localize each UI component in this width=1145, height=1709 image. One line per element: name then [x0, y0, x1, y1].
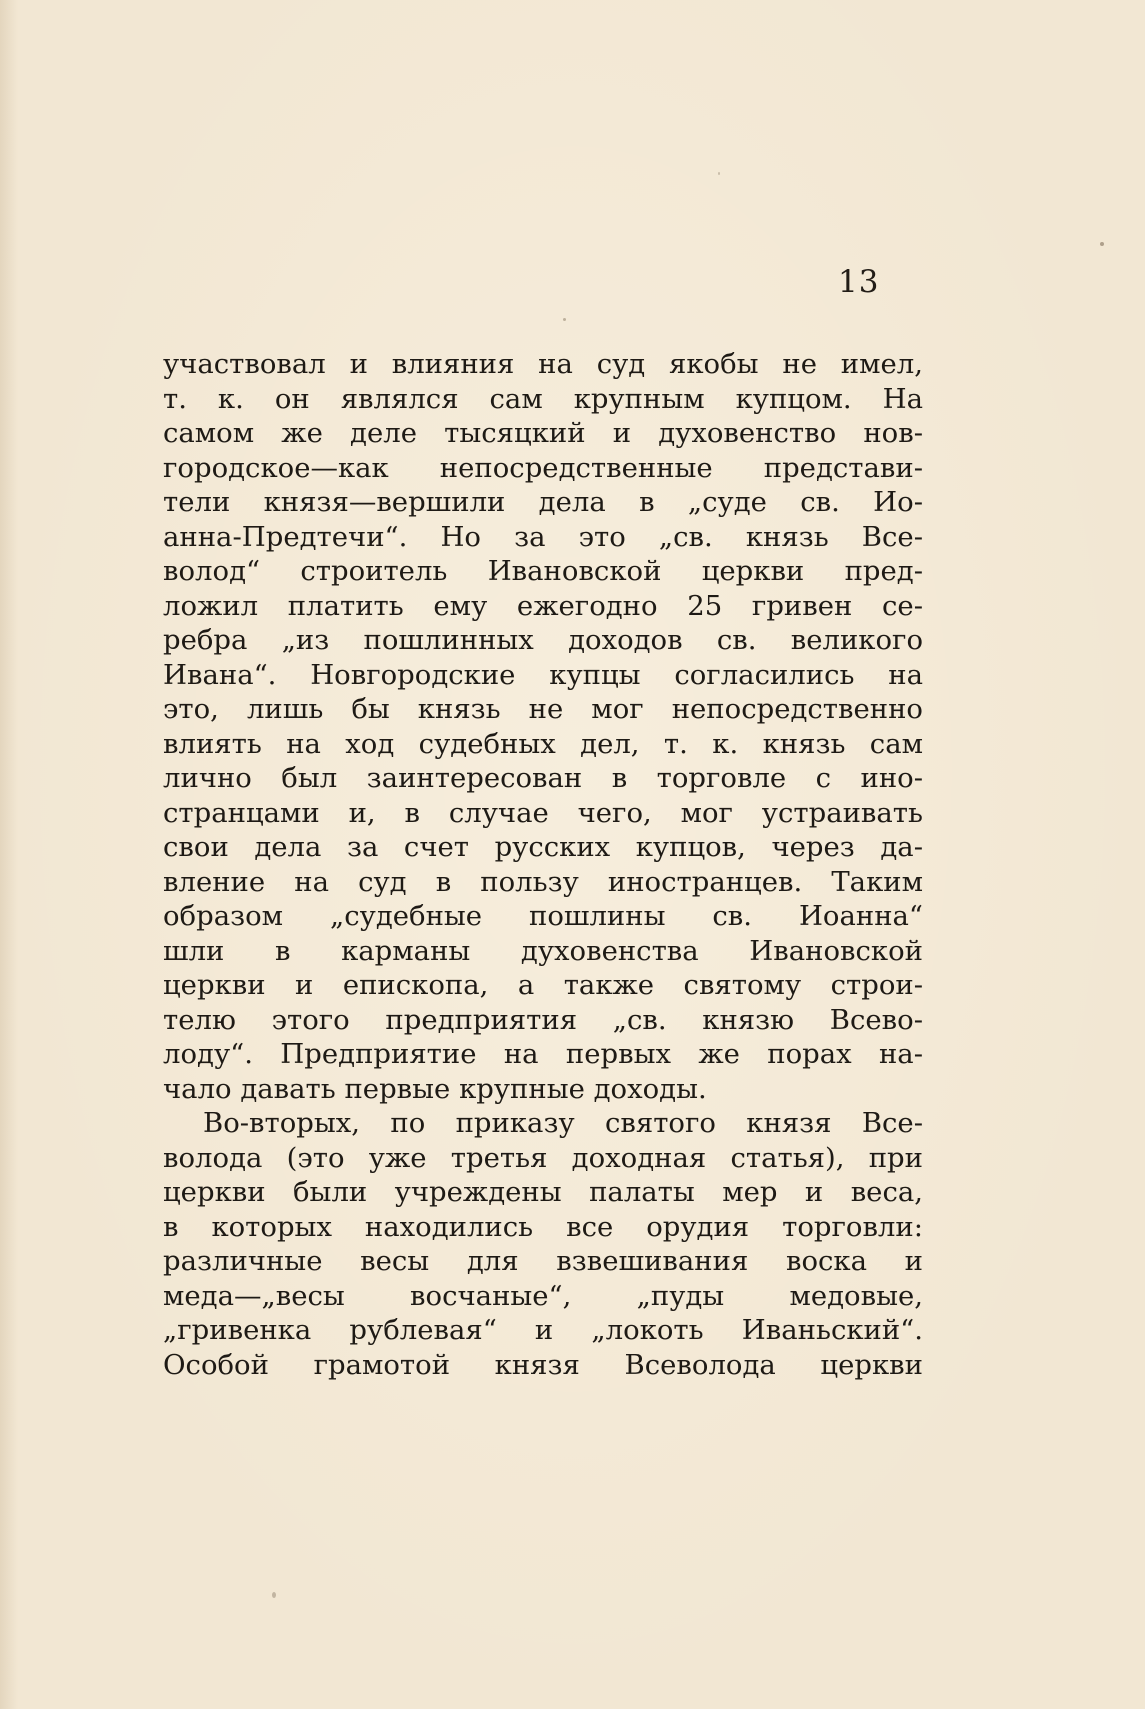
text-line: волода (это уже третья доходная статья), при — [163, 1141, 923, 1174]
text-line: лично был заинтересован в торговле с ино- — [163, 762, 923, 794]
text-line: Особой грамотой князя Всеволода церкви — [163, 1348, 923, 1381]
text-line: церкви и епископа, а также святому строи- — [163, 969, 923, 1001]
text-line: в которых находились все орудия торговли: — [163, 1210, 923, 1243]
text-line: свои дела за счет русских купцов, через да- — [163, 831, 923, 863]
text-line: волод“ строитель Ивановской церкви пред- — [163, 555, 923, 587]
paper-speck — [563, 318, 566, 321]
paragraph-start-line: Во-вторых, по приказу святого князя Все- — [203, 1107, 923, 1139]
text-line: телю этого предприятия „св. князю Всево- — [163, 1003, 923, 1036]
text-line: тели князя—вершили дела в „суде св. Ио- — [163, 486, 923, 518]
text-line: Ивана“. Новгородские купцы согласились на — [163, 658, 923, 691]
text-line: анна-Предтечи“. Но за это „св. князь Все- — [163, 520, 923, 553]
text-line: лоду“. Предприятие на первых же порах на- — [163, 1038, 923, 1070]
text-line: меда—„весы восчаные“, „пуды медовые, — [163, 1279, 923, 1312]
paper-speck — [1100, 242, 1104, 246]
text-line: „гривенка рублевая“ и „локоть Иваньский“. — [163, 1314, 923, 1346]
body-text — [163, 347, 923, 1382]
page-number: 13 — [838, 264, 880, 300]
paper-speck — [272, 1592, 276, 1598]
text-line: участвовал и влияния на суд якобы не имел, — [163, 348, 923, 380]
text-line: ребра „из пошлинных доходов св. великого — [163, 624, 923, 656]
text-line: вление на суд в пользу иностранцев. Таким — [163, 865, 923, 898]
text-line: образом „судебные пошлины св. Иоанна“ — [163, 900, 923, 932]
text-line: т. к. он являлся сам крупным купцом. На — [163, 382, 923, 415]
paper-speck — [718, 172, 720, 175]
text-line: городское—как непосредственные представи- — [163, 451, 923, 484]
text-line: влиять на ход судебных дел, т. к. князь сам — [163, 727, 923, 760]
text-line: это, лишь бы князь не мог непосредственно — [163, 693, 923, 725]
text-line: различные весы для взвешивания воска и — [163, 1245, 923, 1277]
text-line: чало давать первые крупные доходы. — [163, 1072, 707, 1105]
text-line: церкви были учреждены палаты мер и веса, — [163, 1176, 923, 1208]
text-line: шли в карманы духовенства Ивановской — [163, 934, 923, 967]
text-line: странцами и, в случае чего, мог устраивать — [163, 796, 923, 829]
text-line: самом же деле тысяцкий и духовенство нов- — [163, 417, 923, 449]
text-line: ложил платить ему ежегодно 25 гривен се- — [163, 589, 923, 622]
